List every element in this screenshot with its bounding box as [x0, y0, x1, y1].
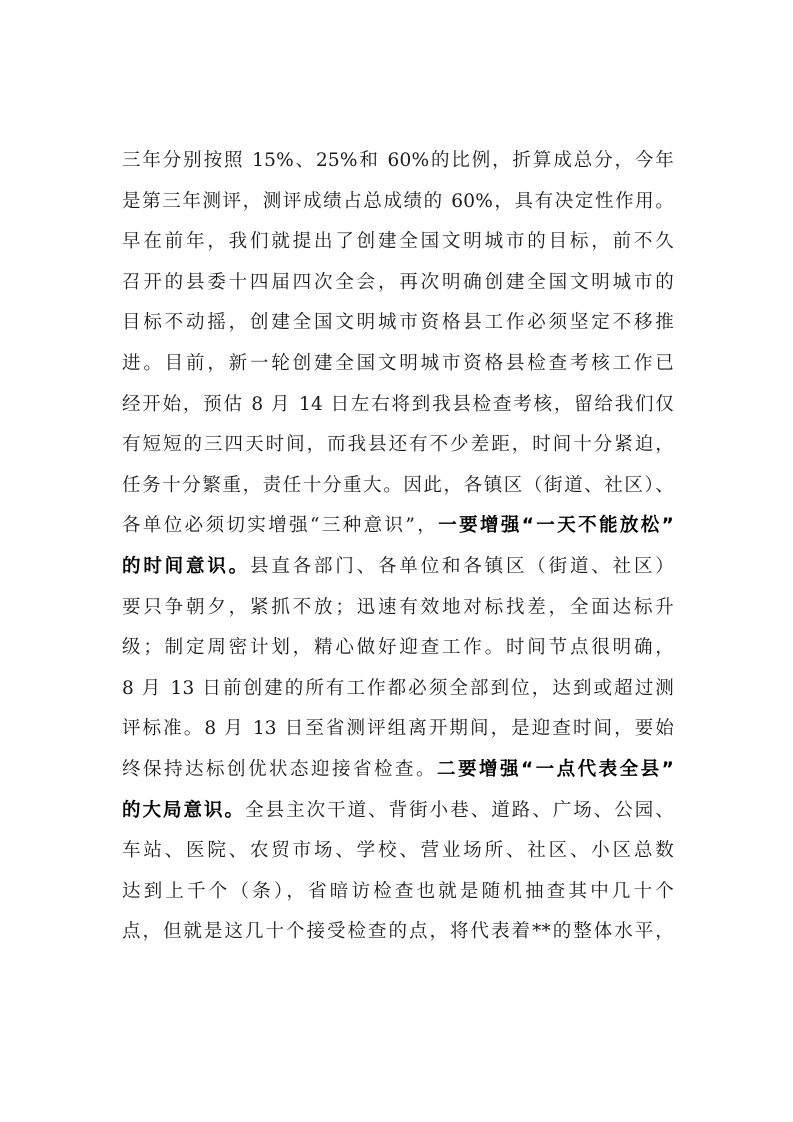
paragraph-line: [122, 547, 674, 588]
text-run: 三年分别按照 15%、25%和 60%的比例，折算成总分，今年: [122, 150, 674, 171]
paragraph-line: [122, 344, 674, 385]
text-run: 县直各部门、各单位和各镇区（街道、社区）: [250, 555, 674, 577]
text-run: 点，但就是这几十个接受检查的点，将代表着**的整体水平，: [122, 921, 674, 943]
paragraph-line: [122, 709, 674, 750]
paragraph-line: [122, 141, 674, 182]
paragraph-line: [122, 222, 674, 263]
paragraph-line: [122, 588, 674, 629]
bold-heading-run: 的大局意识。: [122, 799, 246, 821]
text-run: 进。目前，新一轮创建全国文明城市资格县检查考核工作已: [122, 352, 674, 374]
paragraph-line: [122, 303, 674, 344]
text-run: 车站、医院、农贸市场、学校、营业场所、社区、小区总数: [122, 840, 674, 862]
paragraph-line: [122, 912, 674, 953]
bold-heading-run: 的时间意识。: [122, 555, 250, 577]
paragraph-line: [122, 628, 674, 669]
paragraph-line: [122, 466, 674, 507]
text-run: 终保持达标创优状态迎接省检查。: [122, 758, 437, 780]
paragraph-line: [122, 791, 674, 832]
paragraph-line: [122, 425, 674, 466]
text-run: 达到上千个（条），省暗访检查也就是随机抽查其中几十个: [122, 880, 674, 902]
paragraph-line: [122, 506, 674, 547]
text-run: 目标不动摇，创建全国文明城市资格县工作必须坚定不移推: [122, 312, 674, 334]
text-run: 有短短的三四天时间，而我县还有不少差距，时间十分紧迫，: [122, 434, 674, 456]
text-run: 任务十分繁重，责任十分重大。因此，各镇区（街道、社区）、: [122, 474, 674, 496]
paragraph-line: [122, 263, 674, 304]
text-run: 召开的县委十四届四次全会，再次明确创建全国文明城市的: [122, 271, 674, 293]
bold-heading-run: 二要增强“一点代表全县”: [436, 758, 674, 780]
document-page: [122, 141, 674, 953]
paragraph-line: [122, 182, 674, 223]
text-run: 各单位必须切实增强“三种意识”，: [122, 515, 439, 537]
text-run: 级；制定周密计划，精心做好迎查工作。时间节点很明确，: [122, 637, 674, 659]
bold-heading-run: 一要增强“一天不能放松”: [438, 515, 675, 537]
text-run: 早在前年，我们就提出了创建全国文明城市的目标，前不久: [122, 231, 674, 253]
paragraph-line: [122, 669, 674, 710]
text-run: 要只争朝夕，紧抓不放；迅速有效地对标找差，全面达标升: [122, 596, 674, 618]
paragraph-line: [122, 831, 674, 872]
text-run: 是第三年测评，测评成绩占总成绩的 60%，具有决定性作用。: [122, 190, 674, 212]
text-run: 评标准。8 月 13 日至省测评组离开期间，是迎查时间，要始: [122, 718, 674, 740]
paragraph-line: [122, 872, 674, 913]
text-run: 全县主次干道、背街小巷、道路、广场、公园、: [245, 799, 675, 821]
text-run: 经开始，预估 8 月 14 日左右将到我县检查考核，留给我们仅: [122, 393, 674, 415]
text-run: 8 月 13 日前创建的所有工作都必须全部到位，达到或超过测: [122, 677, 674, 699]
paragraph-line: [122, 385, 674, 426]
paragraph-line: [122, 750, 674, 791]
